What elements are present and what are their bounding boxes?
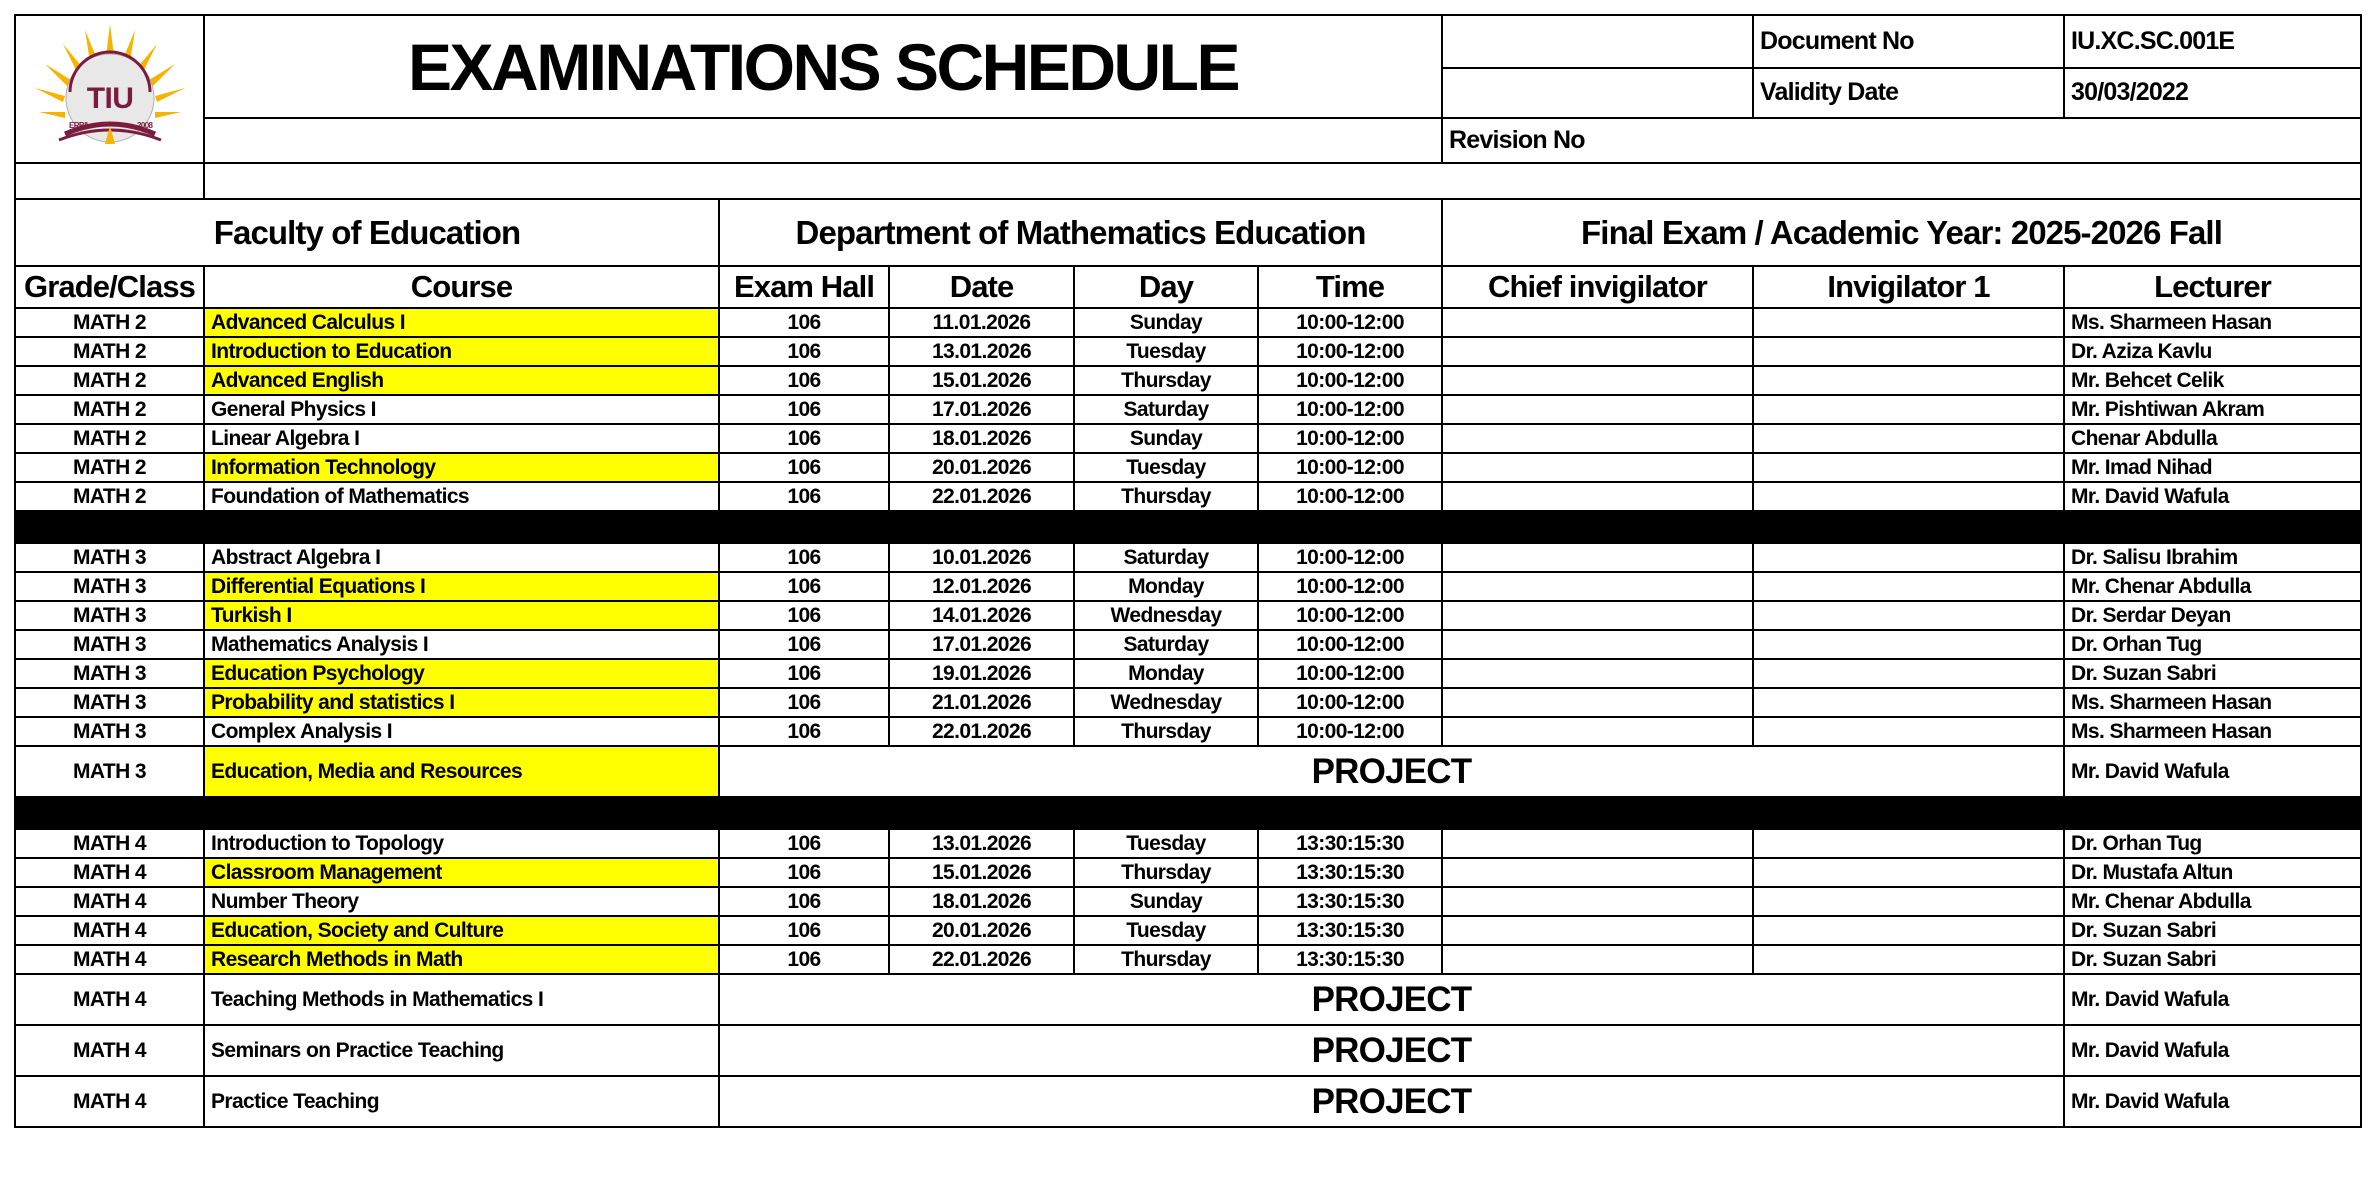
course-cell: Information Technology <box>204 453 719 482</box>
table-row <box>15 659 2361 688</box>
document-no-value: IU.XC.SC.001E <box>2064 15 2361 68</box>
col-exam-hall: Exam Hall <box>719 266 889 308</box>
chief-invigilator-cell <box>1442 887 1753 916</box>
table-row <box>15 688 2361 717</box>
chief-invigilator-cell <box>1442 572 1753 601</box>
lecturer-cell: Dr. Aziza Kavlu <box>2064 337 2361 366</box>
time-cell: 10:00-12:00 <box>1258 543 1442 572</box>
grade-class-cell: MATH 2 <box>15 395 204 424</box>
exam-hall-cell: 106 <box>719 829 889 858</box>
lecturer-cell: Dr. Orhan Tug <box>2064 829 2361 858</box>
chief-invigilator-cell <box>1442 453 1753 482</box>
table-row <box>15 630 2361 659</box>
date-cell: 19.01.2026 <box>889 659 1074 688</box>
course-cell: Complex Analysis I <box>204 717 719 746</box>
time-cell: 10:00-12:00 <box>1258 717 1442 746</box>
grade-class-cell: MATH 3 <box>15 688 204 717</box>
day-cell: Tuesday <box>1074 337 1258 366</box>
meta-blank-1 <box>1442 15 1753 68</box>
invigilator-1-cell <box>1753 543 2064 572</box>
course-cell: Introduction to Education <box>204 337 719 366</box>
exam-hall-cell: 106 <box>719 308 889 337</box>
time-cell: 10:00-12:00 <box>1258 630 1442 659</box>
day-cell: Saturday <box>1074 395 1258 424</box>
exam-schedule-sheet <box>14 14 2360 1128</box>
chief-invigilator-cell <box>1442 688 1753 717</box>
lecturer-cell: Mr. Imad Nihad <box>2064 453 2361 482</box>
grade-class-cell: MATH 3 <box>15 543 204 572</box>
invigilator-1-cell <box>1753 717 2064 746</box>
chief-invigilator-cell <box>1442 858 1753 887</box>
col-day: Day <box>1074 266 1258 308</box>
course-cell: Foundation of Mathematics <box>204 482 719 511</box>
course-cell: Teaching Methods in Mathematics I <box>204 974 719 1025</box>
table-row <box>15 717 2361 746</box>
lecturer-cell: Ms. Sharmeen Hasan <box>2064 688 2361 717</box>
exam-hall-cell: 106 <box>719 887 889 916</box>
time-cell: 10:00-12:00 <box>1258 601 1442 630</box>
project-cell: PROJECT <box>719 746 2064 797</box>
date-cell: 14.01.2026 <box>889 601 1074 630</box>
exam-hall-cell: 106 <box>719 482 889 511</box>
lecturer-cell: Ms. Sharmeen Hasan <box>2064 717 2361 746</box>
exam-hall-cell: 106 <box>719 630 889 659</box>
table-row <box>15 572 2361 601</box>
day-cell: Tuesday <box>1074 829 1258 858</box>
grade-class-cell: MATH 2 <box>15 337 204 366</box>
time-cell: 13:30:15:30 <box>1258 887 1442 916</box>
course-cell: Number Theory <box>204 887 719 916</box>
day-cell: Saturday <box>1074 543 1258 572</box>
table-row <box>15 974 2361 1025</box>
day-cell: Monday <box>1074 572 1258 601</box>
time-cell: 13:30:15:30 <box>1258 858 1442 887</box>
grade-class-cell: MATH 3 <box>15 630 204 659</box>
date-cell: 22.01.2026 <box>889 482 1074 511</box>
course-cell: Abstract Algebra I <box>204 543 719 572</box>
exam-hall-cell: 106 <box>719 366 889 395</box>
grade-class-cell: MATH 4 <box>15 1025 204 1076</box>
title-spacer <box>204 118 1442 163</box>
chief-invigilator-cell <box>1442 424 1753 453</box>
table-row <box>15 424 2361 453</box>
grade-class-cell: MATH 2 <box>15 366 204 395</box>
invigilator-1-cell <box>1753 601 2064 630</box>
date-cell: 13.01.2026 <box>889 829 1074 858</box>
invigilator-1-cell <box>1753 308 2064 337</box>
project-cell: PROJECT <box>719 1025 2064 1076</box>
exam-schedule-table <box>14 14 2362 1128</box>
time-cell: 10:00-12:00 <box>1258 572 1442 601</box>
date-cell: 18.01.2026 <box>889 424 1074 453</box>
lecturer-cell: Dr. Suzan Sabri <box>2064 945 2361 974</box>
lecturer-cell: Chenar Abdulla <box>2064 424 2361 453</box>
date-cell: 15.01.2026 <box>889 858 1074 887</box>
invigilator-1-cell <box>1753 395 2064 424</box>
day-cell: Monday <box>1074 659 1258 688</box>
chief-invigilator-cell <box>1442 717 1753 746</box>
grade-class-cell: MATH 4 <box>15 887 204 916</box>
table-row <box>15 887 2361 916</box>
invigilator-1-cell <box>1753 945 2064 974</box>
grade-class-cell: MATH 2 <box>15 482 204 511</box>
day-cell: Sunday <box>1074 308 1258 337</box>
table-row <box>15 858 2361 887</box>
day-cell: Thursday <box>1074 366 1258 395</box>
tiu-logo-icon <box>25 16 195 156</box>
course-cell: Turkish I <box>204 601 719 630</box>
grade-class-cell: MATH 4 <box>15 829 204 858</box>
chief-invigilator-cell <box>1442 659 1753 688</box>
time-cell: 10:00-12:00 <box>1258 482 1442 511</box>
invigilator-1-cell <box>1753 829 2064 858</box>
exam-hall-cell: 106 <box>719 945 889 974</box>
table-row <box>15 1076 2361 1127</box>
date-cell: 18.01.2026 <box>889 887 1074 916</box>
time-cell: 10:00-12:00 <box>1258 308 1442 337</box>
separator-bar <box>15 797 2361 829</box>
chief-invigilator-cell <box>1442 630 1753 659</box>
grade-class-cell: MATH 3 <box>15 659 204 688</box>
chief-invigilator-cell <box>1442 945 1753 974</box>
col-invigilator-1: Invigilator 1 <box>1753 266 2064 308</box>
project-cell: PROJECT <box>719 974 2064 1025</box>
exam-hall-cell: 106 <box>719 572 889 601</box>
project-cell: PROJECT <box>719 1076 2064 1127</box>
time-cell: 10:00-12:00 <box>1258 366 1442 395</box>
lecturer-cell: Mr. David Wafula <box>2064 974 2361 1025</box>
grade-class-cell: MATH 3 <box>15 717 204 746</box>
invigilator-1-cell <box>1753 887 2064 916</box>
table-row <box>15 945 2361 974</box>
grade-class-cell: MATH 4 <box>15 1076 204 1127</box>
col-course: Course <box>204 266 719 308</box>
date-cell: 20.01.2026 <box>889 453 1074 482</box>
invigilator-1-cell <box>1753 337 2064 366</box>
date-cell: 15.01.2026 <box>889 366 1074 395</box>
col-chief-invigilator: Chief invigilator <box>1442 266 1753 308</box>
exam-hall-cell: 106 <box>719 717 889 746</box>
date-cell: 12.01.2026 <box>889 572 1074 601</box>
group-separator <box>15 511 2361 543</box>
course-cell: Education, Media and Resources <box>204 746 719 797</box>
lecturer-cell: Mr. David Wafula <box>2064 1025 2361 1076</box>
chief-invigilator-cell <box>1442 916 1753 945</box>
chief-invigilator-cell <box>1442 366 1753 395</box>
time-cell: 13:30:15:30 <box>1258 916 1442 945</box>
grade-class-cell: MATH 3 <box>15 746 204 797</box>
date-cell: 20.01.2026 <box>889 916 1074 945</box>
lecturer-cell: Dr. Suzan Sabri <box>2064 659 2361 688</box>
chief-invigilator-cell <box>1442 829 1753 858</box>
lecturer-cell: Mr. David Wafula <box>2064 482 2361 511</box>
meta-blank-2 <box>1442 68 1753 118</box>
validity-date-value: 30/03/2022 <box>2064 68 2361 118</box>
revision-no-label: Revision No <box>1442 118 2361 163</box>
course-cell: Mathematics Analysis I <box>204 630 719 659</box>
faculty-heading: Faculty of Education <box>15 199 719 266</box>
lecturer-cell: Mr. Chenar Abdulla <box>2064 572 2361 601</box>
exam-hall-cell: 106 <box>719 337 889 366</box>
day-cell: Thursday <box>1074 945 1258 974</box>
logo-initials: TIU <box>86 82 133 115</box>
date-cell: 11.01.2026 <box>889 308 1074 337</box>
table-row <box>15 395 2361 424</box>
date-cell: 21.01.2026 <box>889 688 1074 717</box>
table-row <box>15 482 2361 511</box>
exam-hall-cell: 106 <box>719 916 889 945</box>
col-time: Time <box>1258 266 1442 308</box>
table-row <box>15 308 2361 337</box>
page-title: EXAMINATIONS SCHEDULE <box>204 15 1442 118</box>
table-row <box>15 543 2361 572</box>
time-cell: 10:00-12:00 <box>1258 688 1442 717</box>
grade-class-cell: MATH 4 <box>15 858 204 887</box>
day-cell: Tuesday <box>1074 453 1258 482</box>
course-cell: Probability and statistics I <box>204 688 719 717</box>
table-row <box>15 916 2361 945</box>
grade-class-cell: MATH 4 <box>15 974 204 1025</box>
invigilator-1-cell <box>1753 424 2064 453</box>
course-cell: Linear Algebra I <box>204 424 719 453</box>
course-cell: Practice Teaching <box>204 1076 719 1127</box>
day-cell: Thursday <box>1074 482 1258 511</box>
day-cell: Thursday <box>1074 858 1258 887</box>
chief-invigilator-cell <box>1442 308 1753 337</box>
col-date: Date <box>889 266 1074 308</box>
time-cell: 13:30:15:30 <box>1258 829 1442 858</box>
invigilator-1-cell <box>1753 858 2064 887</box>
chief-invigilator-cell <box>1442 337 1753 366</box>
column-header-row <box>15 266 2361 308</box>
lecturer-cell: Mr. Behcet Celik <box>2064 366 2361 395</box>
day-cell: Wednesday <box>1074 601 1258 630</box>
exam-hall-cell: 106 <box>719 858 889 887</box>
lecturer-cell: Dr. Salisu Ibrahim <box>2064 543 2361 572</box>
time-cell: 10:00-12:00 <box>1258 395 1442 424</box>
day-cell: Tuesday <box>1074 916 1258 945</box>
logo-city: ERBIL <box>68 121 90 130</box>
invigilator-1-cell <box>1753 482 2064 511</box>
time-cell: 13:30:15:30 <box>1258 945 1442 974</box>
lecturer-cell: Dr. Orhan Tug <box>2064 630 2361 659</box>
invigilator-1-cell <box>1753 366 2064 395</box>
course-cell: Differential Equations I <box>204 572 719 601</box>
group-separator <box>15 797 2361 829</box>
chief-invigilator-cell <box>1442 543 1753 572</box>
exam-hall-cell: 106 <box>719 453 889 482</box>
document-no-label: Document No <box>1753 15 2064 68</box>
day-cell: Sunday <box>1074 887 1258 916</box>
course-cell: Education, Society and Culture <box>204 916 719 945</box>
grade-class-cell: MATH 4 <box>15 916 204 945</box>
lecturer-cell: Dr. Suzan Sabri <box>2064 916 2361 945</box>
day-cell: Thursday <box>1074 717 1258 746</box>
date-cell: 22.01.2026 <box>889 945 1074 974</box>
table-row <box>15 337 2361 366</box>
course-cell: Classroom Management <box>204 858 719 887</box>
course-cell: Education Psychology <box>204 659 719 688</box>
course-cell: General Physics I <box>204 395 719 424</box>
time-cell: 10:00-12:00 <box>1258 337 1442 366</box>
time-cell: 10:00-12:00 <box>1258 659 1442 688</box>
course-cell: Seminars on Practice Teaching <box>204 1025 719 1076</box>
exam-hall-cell: 106 <box>719 543 889 572</box>
time-cell: 10:00-12:00 <box>1258 453 1442 482</box>
lecturer-cell: Mr. Chenar Abdulla <box>2064 887 2361 916</box>
table-row <box>15 1025 2361 1076</box>
lecturer-cell: Mr. Pishtiwan Akram <box>2064 395 2361 424</box>
grade-class-cell: MATH 2 <box>15 424 204 453</box>
course-cell: Advanced Calculus I <box>204 308 719 337</box>
chief-invigilator-cell <box>1442 395 1753 424</box>
exam-hall-cell: 106 <box>719 601 889 630</box>
lecturer-cell: Ms. Sharmeen Hasan <box>2064 308 2361 337</box>
lecturer-cell: Mr. David Wafula <box>2064 1076 2361 1127</box>
separator-bar <box>15 511 2361 543</box>
date-cell: 13.01.2026 <box>889 337 1074 366</box>
table-row <box>15 601 2361 630</box>
chief-invigilator-cell <box>1442 601 1753 630</box>
invigilator-1-cell <box>1753 630 2064 659</box>
grade-class-cell: MATH 2 <box>15 453 204 482</box>
col-grade-class: Grade/Class <box>15 266 204 308</box>
invigilator-1-cell <box>1753 453 2064 482</box>
course-cell: Advanced English <box>204 366 719 395</box>
course-cell: Research Methods in Math <box>204 945 719 974</box>
table-row <box>15 453 2361 482</box>
grade-class-cell: MATH 4 <box>15 945 204 974</box>
date-cell: 10.01.2026 <box>889 543 1074 572</box>
lecturer-cell: Dr. Mustafa Altun <box>2064 858 2361 887</box>
day-cell: Wednesday <box>1074 688 1258 717</box>
exam-hall-cell: 106 <box>719 424 889 453</box>
exam-heading: Final Exam / Academic Year: 2025-2026 Fall <box>1442 199 2361 266</box>
invigilator-1-cell <box>1753 916 2064 945</box>
grade-class-cell: MATH 2 <box>15 308 204 337</box>
date-cell: 17.01.2026 <box>889 395 1074 424</box>
invigilator-1-cell <box>1753 572 2064 601</box>
col-lecturer: Lecturer <box>2064 266 2361 308</box>
day-cell: Saturday <box>1074 630 1258 659</box>
exam-hall-cell: 106 <box>719 659 889 688</box>
day-cell: Sunday <box>1074 424 1258 453</box>
lecturer-cell: Dr. Serdar Deyan <box>2064 601 2361 630</box>
table-row <box>15 746 2361 797</box>
grade-class-cell: MATH 3 <box>15 601 204 630</box>
revision-no-value <box>204 163 2361 199</box>
validity-date-label: Validity Date <box>1753 68 2064 118</box>
logo-spacer <box>15 163 204 199</box>
date-cell: 22.01.2026 <box>889 717 1074 746</box>
table-row <box>15 829 2361 858</box>
exam-hall-cell: 106 <box>719 688 889 717</box>
invigilator-1-cell <box>1753 659 2064 688</box>
lecturer-cell: Mr. David Wafula <box>2064 746 2361 797</box>
time-cell: 10:00-12:00 <box>1258 424 1442 453</box>
department-heading: Department of Mathematics Education <box>719 199 1442 266</box>
grade-class-cell: MATH 3 <box>15 572 204 601</box>
logo-year: 2008 <box>136 121 152 130</box>
logo-cell <box>15 15 204 163</box>
exam-hall-cell: 106 <box>719 395 889 424</box>
chief-invigilator-cell <box>1442 482 1753 511</box>
course-cell: Introduction to Topology <box>204 829 719 858</box>
table-row <box>15 366 2361 395</box>
invigilator-1-cell <box>1753 688 2064 717</box>
date-cell: 17.01.2026 <box>889 630 1074 659</box>
